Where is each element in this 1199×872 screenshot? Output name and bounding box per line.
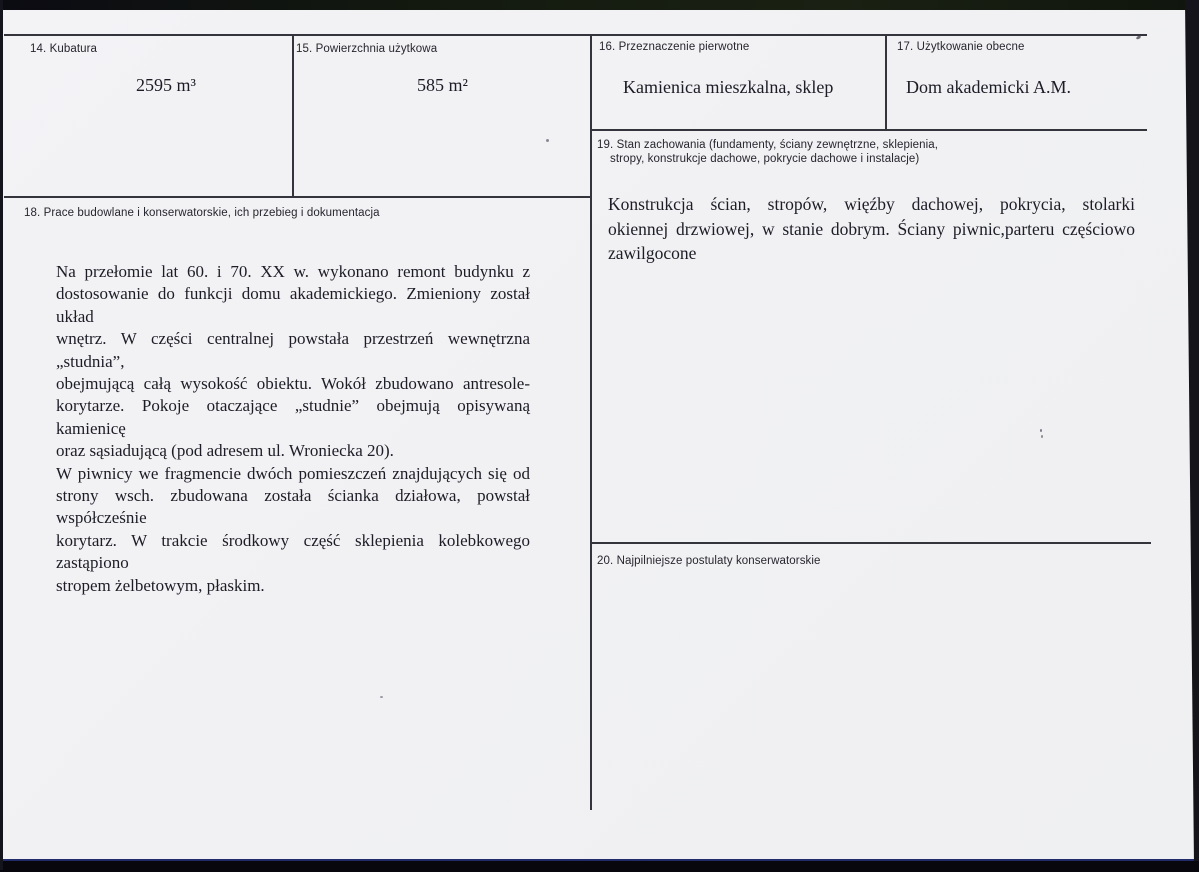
rule-under-16-17 [591,129,1147,131]
field19-text [608,192,1135,266]
rule-under-14-15 [4,196,592,198]
field18-text-line: dostosowanie do funkcji domu akademickiego. Zmieniony został układ [56,284,530,326]
field18-text-line: korytarz. W trakcie środkowy część sklepienia kolebkowego zastąpiono [56,530,530,573]
rule-center-divider [590,34,592,810]
field14-label: 14. Kubatura [30,43,98,55]
field19-text-line: Konstrukcja ścian, stropów, więźby dachowej, pokrycia, stolarki [608,194,1135,214]
field14-value: 2595 m³ [136,75,196,95]
field20-label: 20. Najpilniejsze postulaty konserwatorskie [597,555,821,567]
field18-label: 18. Prace budowlane i konserwatorskie, ich przebieg i dokumentacja [24,207,380,219]
rule-divider-16-17 [885,34,887,131]
field17-value: Dom akademicki A.M. [906,77,1071,97]
field19-label-line1: 19. Stan zachowania (fundamenty, ściany zewnętrzne, sklepienia, [597,139,939,151]
field16-label: 16. Przeznaczenie pierwotne [599,41,750,53]
field19-label [597,139,938,166]
field18-text-line: wnętrz. W części centralnej powstała przestrzeń wewnętrzna „studnia”, [56,329,530,371]
field19-text-line: okiennej drzwiowej, w stanie dobrym. Ściany piwnic,parteru częściowo [608,218,1135,239]
field15-value: 585 m² [417,75,468,95]
field18-text-line: stropem żelbetowym, płaskim. [56,575,265,595]
field18-text-line: W piwnicy we fragmencie dwóch pomieszczeń znajdujących się od [56,463,530,483]
field15-label: 15. Powierzchnia użytkowa [296,43,438,55]
scan-edge-bottom [0,859,1199,872]
field18-text-line: strony wsch. zbudowana została ścianka działowa, powstał współcześnie [56,486,530,528]
scan-speck [1041,435,1043,438]
rule-above-20 [591,542,1151,544]
scan-speck [546,139,549,142]
scan-speck [1040,429,1042,432]
field18-text-line: obejmującą całą wysokość obiektu. Wokół zbudowano antresole- [56,374,530,394]
field17-label: 17. Użytkowanie obecne [897,41,1025,53]
rule-divider-14-15 [292,34,294,198]
field19-text-line: zawilgocone [608,243,697,264]
field16-value: Kamienica mieszkalna, sklep [623,77,834,97]
scan-speck [380,696,383,698]
scan-edge-top [0,0,1199,10]
scan-edge-left [0,0,3,870]
field18-text-line: korytarze. Pokoje otaczające „studnie” obejmują opisywaną kamienicę [56,396,530,438]
field18-text-line: Na przełomie lat 60. i 70. XX w. wykonano remont budynku z [56,262,530,281]
field18-text-line: oraz sąsiadującą (pod adresem ul. Wroniecka 20). [56,441,394,461]
field19-label-line2: stropy, konstrukcje dachowe, pokrycie dachowe i instalacje) [610,152,920,165]
rule-top-border [4,34,1147,36]
field18-text [56,261,530,597]
